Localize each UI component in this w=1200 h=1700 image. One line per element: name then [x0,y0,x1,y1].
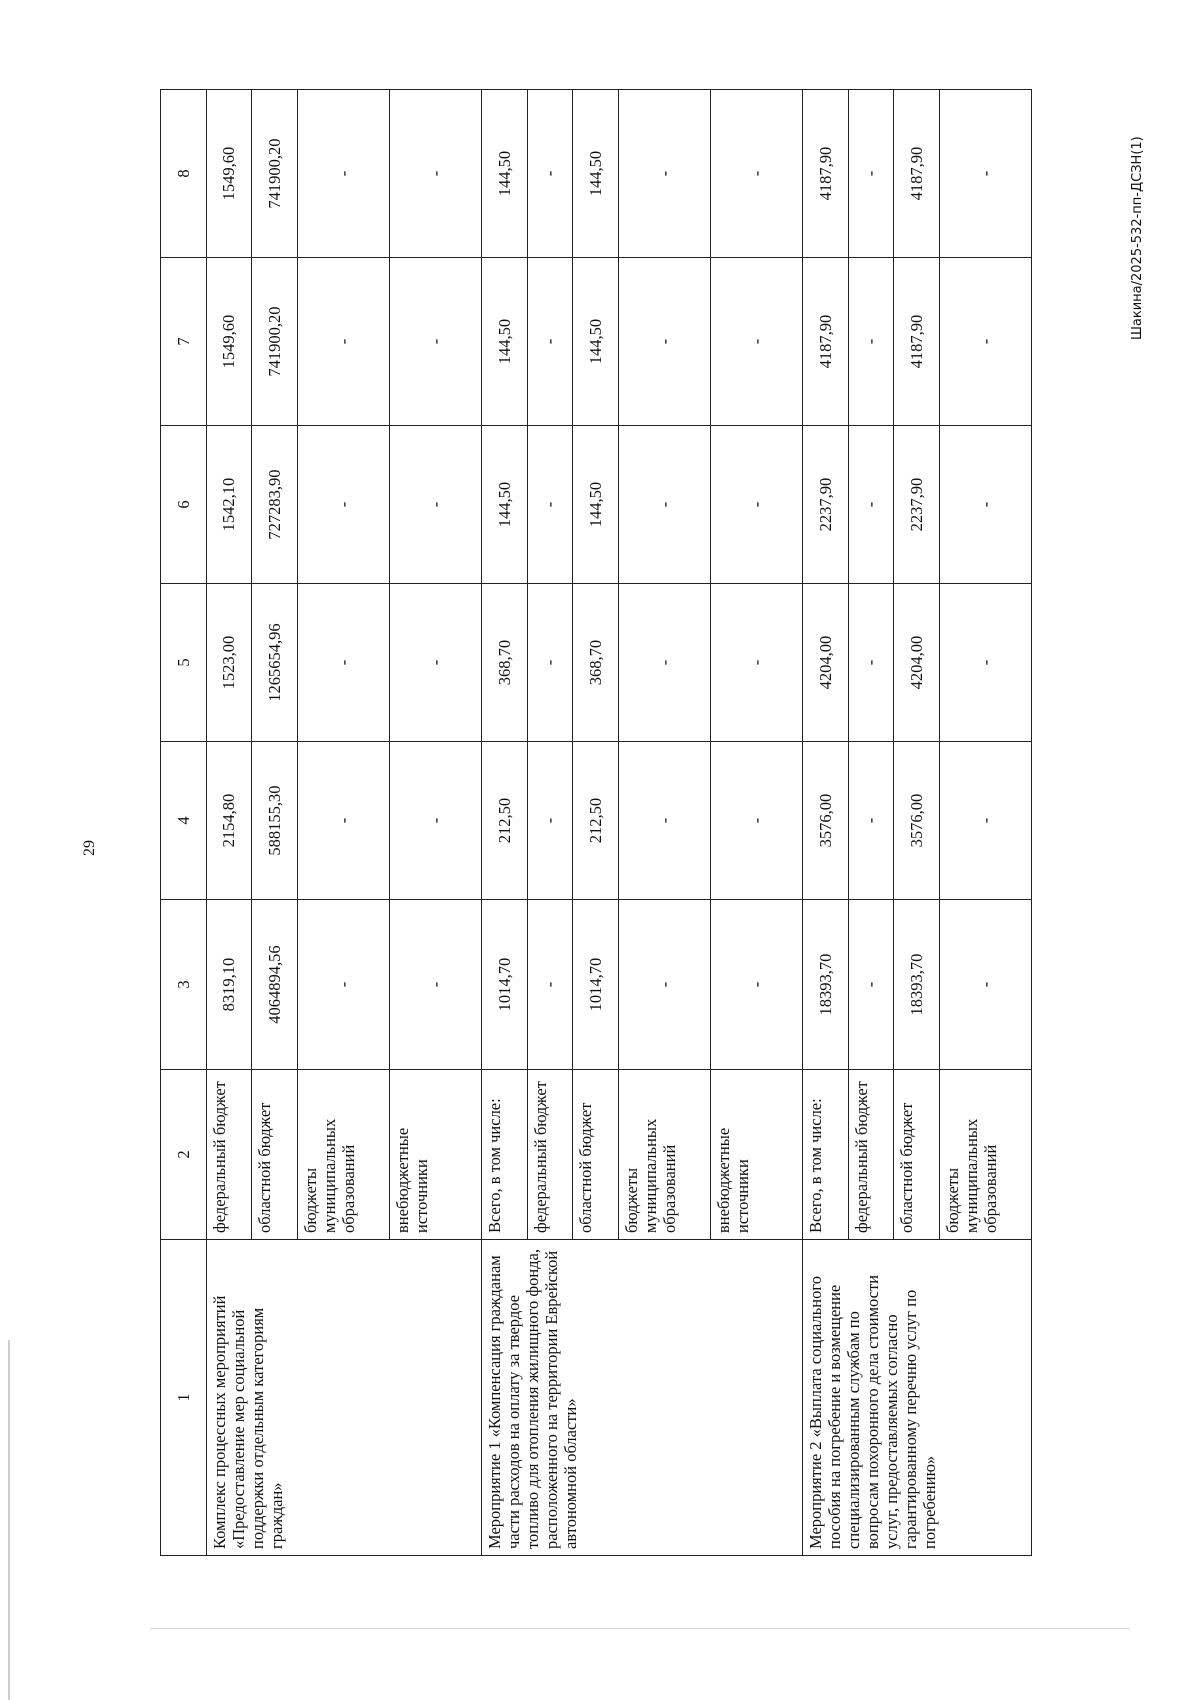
value-cell: - [710,90,802,258]
value-cell: 18393,70 [803,900,849,1070]
page-number: 29 [81,840,98,856]
funding-source: внебюджетные источники [389,1070,481,1240]
funding-source: федеральный бюджет [527,1070,573,1240]
value-cell: 368,70 [482,584,528,742]
funding-source: бюджеты муниципальных образований [618,1070,710,1240]
value-cell: - [389,258,481,426]
value-cell: - [389,900,481,1070]
funding-source: Всего, в том числе: [803,1070,849,1240]
value-cell: - [848,584,894,742]
value-cell: - [297,90,389,258]
value-cell: 4187,90 [894,90,940,258]
value-cell: 144,50 [482,90,528,258]
funding-source: бюджеты муниципальных образований [297,1070,389,1240]
group-title: Мероприятие 2 «Выплата социального пособия на погребение и возмещение специализированным службам по вопросам похоронного дела стоимости услуг, предоставляемых согласно гарантированному перечню услуг по погребению» [803,1240,1032,1556]
funding-source: областной бюджет [252,1070,298,1240]
value-cell: - [848,742,894,900]
table-header-row [161,90,207,1556]
column-header: 6 [161,426,207,584]
value-cell: - [939,90,1031,258]
value-cell: - [297,584,389,742]
value-cell: - [710,584,802,742]
value-cell: 8319,10 [206,900,252,1070]
funding-source: Всего, в том числе: [482,1070,528,1240]
value-cell: - [848,90,894,258]
scan-rule [150,1628,1130,1629]
funding-source: внебюджетные источники [710,1070,802,1240]
column-header: 7 [161,258,207,426]
value-cell: 144,50 [573,258,619,426]
funding-table [160,89,1032,1556]
column-header: 1 [161,1240,207,1556]
value-cell: - [297,742,389,900]
value-cell: - [939,426,1031,584]
value-cell: 1014,70 [482,900,528,1070]
value-cell: - [527,258,573,426]
scan-edge-line [8,1340,10,1700]
value-cell: 212,50 [482,742,528,900]
funding-source: бюджеты муниципальных образований [939,1070,1031,1240]
value-cell: - [710,258,802,426]
table-row [482,90,528,1556]
value-cell: 4187,90 [803,90,849,258]
value-cell: - [297,258,389,426]
value-cell: - [297,900,389,1070]
value-cell: - [939,900,1031,1070]
value-cell: - [527,742,573,900]
value-cell: 3576,00 [803,742,849,900]
value-cell: - [710,900,802,1070]
value-cell: - [848,900,894,1070]
value-cell: 741900,20 [252,90,298,258]
value-cell: - [618,90,710,258]
column-header: 4 [161,742,207,900]
value-cell: 4204,00 [894,584,940,742]
value-cell: 18393,70 [894,900,940,1070]
value-cell: 1265654,96 [252,584,298,742]
funding-source: федеральный бюджет [206,1070,252,1240]
table-row [803,90,849,1556]
funding-source: областной бюджет [894,1070,940,1240]
value-cell: 1523,00 [206,584,252,742]
value-cell: - [939,258,1031,426]
value-cell: - [389,742,481,900]
value-cell: 3576,00 [894,742,940,900]
funding-table-rotated [160,90,1032,1556]
value-cell: 4187,90 [803,258,849,426]
value-cell: - [618,258,710,426]
value-cell: - [939,584,1031,742]
document-id: Шакина/2025-532-пп-ДСЗН(1) [1130,136,1145,340]
column-header: 2 [161,1070,207,1240]
value-cell: 588155,30 [252,742,298,900]
value-cell: - [848,258,894,426]
value-cell: - [618,900,710,1070]
column-header: 5 [161,584,207,742]
group-title: Мероприятие 1 «Компенсация гражданам части расходов на оплату за твердое топливо для отопления жилищного фонда, расположенного на территории Еврейской автономной области» [482,1240,803,1556]
value-cell: - [389,90,481,258]
value-cell: - [297,426,389,584]
funding-source: федеральный бюджет [848,1070,894,1240]
column-header: 8 [161,90,207,258]
column-header: 3 [161,900,207,1070]
value-cell: 144,50 [573,90,619,258]
value-cell: - [939,742,1031,900]
group-title: Комплекс процессных мероприятий «Предоставление мер социальной поддержки отдельным категориям граждан» [206,1240,481,1556]
value-cell: 2154,80 [206,742,252,900]
value-cell: - [710,426,802,584]
table-row [206,90,252,1556]
value-cell: 368,70 [573,584,619,742]
value-cell: 144,50 [482,426,528,584]
value-cell: 144,50 [482,258,528,426]
value-cell: - [527,900,573,1070]
value-cell: - [618,584,710,742]
value-cell: 2237,90 [803,426,849,584]
value-cell: 727283,90 [252,426,298,584]
value-cell: - [848,426,894,584]
value-cell: 1014,70 [573,900,619,1070]
value-cell: - [389,426,481,584]
value-cell: 1549,60 [206,258,252,426]
value-cell: 4187,90 [894,258,940,426]
value-cell: - [618,742,710,900]
value-cell: 2237,90 [894,426,940,584]
value-cell: 212,50 [573,742,619,900]
document-id-container [1073,136,1200,340]
value-cell: 4064894,56 [252,900,298,1070]
value-cell: - [527,90,573,258]
value-cell: 144,50 [573,426,619,584]
value-cell: - [527,584,573,742]
value-cell: - [710,742,802,900]
value-cell: 741900,20 [252,258,298,426]
value-cell: - [618,426,710,584]
value-cell: 1542,10 [206,426,252,584]
value-cell: 4204,00 [803,584,849,742]
value-cell: 1549,60 [206,90,252,258]
value-cell: - [389,584,481,742]
value-cell: - [527,426,573,584]
funding-source: областной бюджет [573,1070,619,1240]
